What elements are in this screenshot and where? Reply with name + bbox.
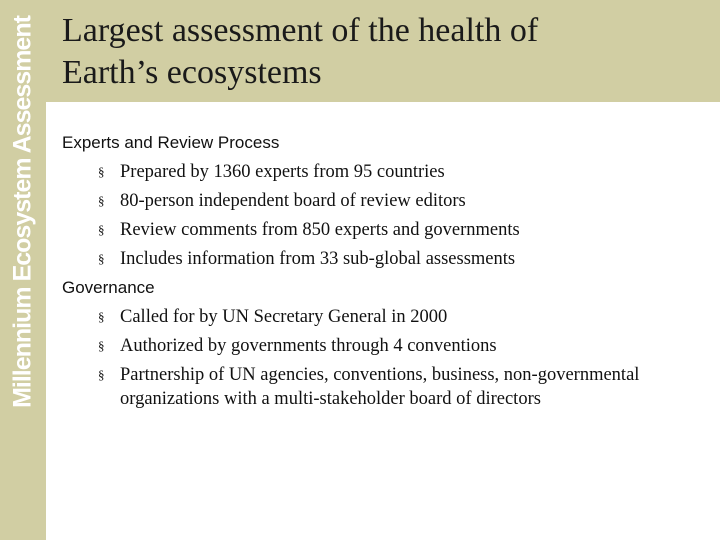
bullet-text: Called for by UN Secretary General in 2000: [120, 307, 448, 327]
slide-title-line-2: Earth’s ecosystems: [62, 54, 322, 91]
bullet-item: [62, 189, 682, 218]
section-heading: Experts and Review Process: [62, 133, 280, 152]
bullet-text: Partnership of UN agencies, conventions, business, non-governmental organizations with a multi-stakeholder board of directors: [120, 365, 640, 409]
bullet-marker-icon: §: [98, 367, 105, 382]
bullet-text: Prepared by 1360 experts from 95 countries: [120, 162, 445, 182]
slide-title-line-1: Largest assessment of the health of: [62, 12, 539, 49]
title-band: [46, 0, 720, 102]
bullet-marker-icon: §: [98, 193, 105, 208]
bullet-item: [62, 160, 682, 189]
sidebar-band: [0, 0, 46, 540]
bullet-marker-icon: §: [98, 222, 105, 237]
bullet-item: [62, 334, 682, 363]
bullet-item: [62, 247, 682, 276]
bullet-item: [62, 363, 682, 411]
section-governance: [62, 276, 682, 411]
bullet-item: [62, 305, 682, 334]
bullet-text: Authorized by governments through 4 conventions: [120, 336, 497, 356]
bullet-marker-icon: §: [98, 309, 105, 324]
bullet-marker-icon: §: [98, 251, 105, 266]
bullet-text: Review comments from 850 experts and governments: [120, 220, 520, 240]
bullet-list: [62, 160, 682, 276]
slide-body: [62, 131, 682, 411]
slide-title: [62, 10, 538, 94]
bullet-list: [62, 305, 682, 411]
section-heading: Governance: [62, 278, 155, 297]
bullet-item: [62, 218, 682, 247]
bullet-marker-icon: §: [98, 338, 105, 353]
section-experts-review: [62, 131, 682, 276]
bullet-marker-icon: §: [98, 164, 105, 179]
bullet-text: Includes information from 33 sub-global assessments: [120, 249, 516, 269]
brand-logo-text: Millennium Ecosystem Assessment: [8, 16, 37, 408]
bullet-text: 80-person independent board of review editors: [120, 191, 466, 211]
